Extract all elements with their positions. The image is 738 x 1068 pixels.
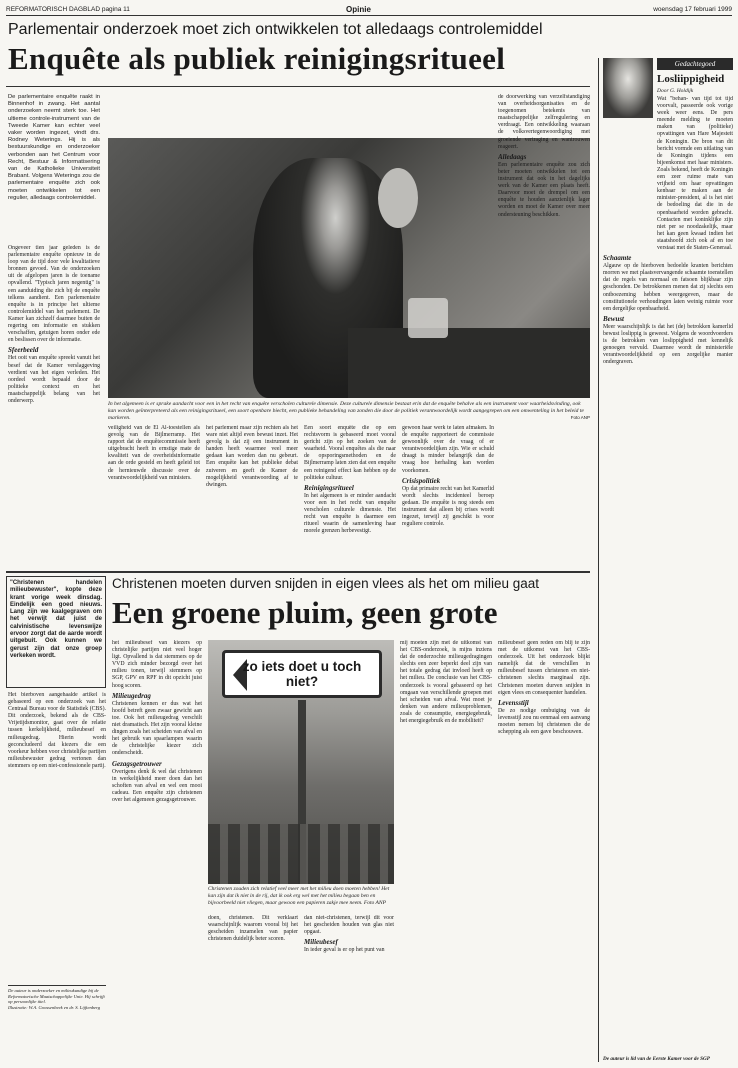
article1-column-4 [304, 425, 396, 565]
sidebar-column [598, 58, 732, 1062]
sidebar-banner: Gedachtegoed [657, 58, 733, 70]
sign-text: zo iets doet u toch niet? [242, 659, 362, 689]
subheading: Gezagsgetrouwer [112, 759, 162, 768]
photo-hand [378, 168, 418, 228]
article2-footnote [8, 985, 106, 1045]
col-text: Het bierboven aangehaalde artikel is gebaseerd op een onderzoek van het Centraal Bureau voor de Statistiek (CBS). Dit onderzoek, bekend als de CBS-Vrijetijdsmonitor, gaat over de relatie tussen kerkelijkheid, milieubesef en milieugedrag. Hierin wordt geconcludeerd dat kiezers die een voorkeur hebben voor christelijke partijen milieubewuster gedrag vertonen dan stemmers op een niet-confessionele partij. [8, 692, 106, 769]
masthead-date: woensdag 17 februari 1999 [653, 6, 732, 13]
col-text: dan niet-christenen, terwijl dit voor het gescheiden houden van glas niet opgaat. [304, 915, 394, 936]
subheading: Reinigingsritueel [304, 483, 354, 492]
article2-photo [208, 640, 394, 884]
col-text: Een soort enquête die op een rechtsvorm is gebaseerd moet vooral gericht zijn op het zoeken van de waarheid. Vooral enquêtes als die naar de opsporingsmethoden en de Bijlmerramp laten zien dat een enquête een reinigend effect kan hebben op de politieke cultuur. [304, 425, 396, 481]
footnote-authors: Illustratie: W.A. Goossenbeek en dr. S. Lijftenberg [8, 1004, 101, 1010]
col-text: het parlement maar zijn rechten als het ware niet altijd even bewust inzet. Het gevolg is dat zij een instrument in handen heeft waarmee veel meer gedaan kan worden dan nu gebeurt. Een enquête kan het publieke debat zuiveren en geeft de Kamer de mogelijkheid verantwoording af te dwingen. [206, 425, 298, 488]
article2-caption [208, 886, 396, 906]
col-text: Overigens denk ik wel dat christenen in werkelijkheid meer doen dan het schoften van afval en wel een mooi cadeau. Een enquête zijn christenen over het algemeen gezagsgetrouwer. [112, 768, 202, 803]
article2-column-3 [208, 915, 298, 1060]
col-text: Wat "behan- van tijd tot tijd voorvalt, passeerde ook vorige week weer eens. De pers meende melding te moeten maken van (politieke) opvattingen van Hare Majesteit de Koningin. De bron van dit bericht vormde een uitlating van de Koningin tijdens een bijeenkomst met haar ministers. Zoals bekend, heeft de Koningin een zeer ruime mate van vrijheid om haar opvattingen kenbaar te maken aan de minister-president, al is het niet de bedoeling dat die in de openbaarheid worden gebracht. Contacten met koninklijke zijn niet per se noodzakelijk, maar het kan geen kwaad indien het staatshoofd zich ook af en toe verstaat met de Staten-Generaal. [657, 96, 733, 251]
subheading: Crisispolitiek [402, 476, 441, 485]
col-text: In ieder geval is er op het punt van [304, 947, 385, 954]
col-text: Algauw op de hierboven bedoelde kranten berichten morren we met plaatsvervangende schaamte toenstellen dat de regels van normaal en fatsoen blijkbaar zijn geschonden. De betrokkenen menen dat zij slechts een ontboezeming hebben weergegeven, maar de constitutionele verhoudingen laten weinig ruimte voor een dergelijke openbaarheid. [603, 263, 733, 312]
col-text: Het ooit van enquête spreekt vanuit het besef dat de Kamer verslaggeving verdient van het eigen verleden. Het oordeel wordt bepaald door de politieke context en het maatschappelijk belang van het onderwerp. [8, 355, 100, 404]
subheading: Levensstijl [498, 698, 529, 707]
article1-column-3 [206, 425, 298, 565]
col-text: Op dat primaire recht van het Kamerlid wordt slechts incidenteel beroep gedaan. De enquête is nog steeds een instrument dat alleen bij crises wordt ingezet, terwijl zij geschikt is voor reguliere controle. [402, 485, 494, 528]
col-text: het milieubesef van kiezers op christelijke partijen niet veel hoger ligt. Opvallend is dat stemmers op de VVD zich minder bezorgd over het milieu tonen, terwijl stemmers op SGP, GPV en RPF in dit opzicht juist hoog scoren. [112, 640, 202, 689]
street-sign [222, 650, 382, 698]
subheading: Milieubesef [304, 938, 338, 947]
masthead [6, 4, 732, 16]
article1-column-2 [108, 425, 200, 565]
col-text: de doorwerking van verzelfstandiging van overheidsorganisaties en de toegenomen betekenis van maatschappelijke zelfregulering en verdraagt. Een ontwikkeling waaraan de volksvertegenwoordiging met groeiende vertraging en wantrouwen reageert. [498, 94, 590, 150]
col-text: Christenen kennen er dus wat het hoofd betreft geen zwaar gewicht aan toe. Ook het milieugedrag verschilt niet dramatisch. Het zijn vooral kleine dingen zoals het scheiden van afval en het gebruik van spaarlampen waarin de christelijke kiezer zich onderscheidt. [112, 700, 202, 757]
article1-kicker: Parlementair onderzoek moet zich ontwikkelen tot alledaags controlemiddel [8, 21, 543, 38]
article2-column-4 [304, 915, 394, 1060]
article2-column-6 [498, 640, 590, 1060]
article2-headline: Een groene pluim, geen grote [112, 595, 498, 630]
masthead-section: Opinie [346, 5, 371, 14]
article2-column-2 [112, 640, 202, 1060]
col-text: veiligheid van de El Al-toestellen als gevolg van de Bijlmerramp. Het rapport dat de enquêtecommissie heeft uitgebracht heeft in ernstige mate de kwaliteit van de overheidsinformatie aan de orde gesteld en heeft geleid tot de hernieuwde discussie over de verantwoordelijkheid van ministers. [108, 425, 200, 481]
col-text: milieubesef geen reden om blij te zijn met de uitkomst van het CBS-onderzoek. Uit het onderzoek blijkt namelijk dat de verschillen in milieubesef tussen christenen en niet-christenen slechts marginaal zijn. Christenen moeten durven snijden in eigen vlees en consequenter handelen. [498, 640, 590, 696]
photo-glass [408, 298, 448, 338]
article1-caption: In het algemeen is er sprake aandacht voor een in het recht van enquête verscholen culturele dimensie. Deze culturele dimensie bestaat erin dat de enquête behalve als een instrument voor waarheidsvinding, ook kan worden geïnterpreteerd als een reinigingsritueel, een soort openbare biecht, een publieke behandeling van zonden die door de politiek verantwoordelijk wordt aangegrepen om een omwenteling in het beleid te markeren. [108, 401, 584, 421]
article2-rule [6, 571, 590, 573]
subheading: Schaamte [603, 254, 632, 263]
col-text: mij moeten zijn met de uitkomst van het CBS-onderzoek, is mijns inziens dat de onderzochte milieugedragingen slechts een zeer beperkt deel zijn van het totale gedrag dat invloed heeft op het milieu. De conclusie van het CBS-onderzoek is vooral gebaseerd op het omgaan van verschillende groepen met het scheiden van afval. Wat moet je denken van andere milieuproblemen, zoals de consumptie, energiegebruik, het energiegebruik en de mobiliteit? [400, 640, 492, 725]
sidebar-title: Losliippigheid [657, 73, 725, 85]
subheading: Sfeerbeeld [8, 346, 39, 355]
subheading: Alledaags [498, 152, 527, 161]
col-text: In het algemeen is er minder aandacht voor een in het recht van enquête verscholen culturele dimensie. Het recht van enquête is daarmee een ritueel waarin de samenleving haar morele grenzen herbevestigt. [304, 492, 396, 535]
subheading: Milieugedrag [112, 691, 151, 700]
col-text: gewoon haar werk te laten afmaken. In de enquête rapporteert de commissie gewoonlijk over de vraag of er verantwoordelijken zijn. Wie er schuld draagt is minder belangrijk dan de vraag hoe herhaling kan worden voorkomen. [402, 425, 494, 474]
sidebar-author: Door G. Holdijk [657, 88, 694, 94]
article2-intro-box: "Christenen handelen milieubewuster", kopte deze krant vorige week dinsdag. Eindelijk een goed nieuws. Lang zijn we kaalgegraven om het verwijt dat juist de calvinistische levenswijze ervoor zorgt dat de aarde wordt uitgebuit. Ook kunnen we gerust zijn dat onze groep verkeken wordt. [6, 576, 106, 688]
article1-column-6 [498, 94, 590, 565]
masthead-paper-name: REFORMATORISCH DAGBLAD pagina 11 [6, 6, 130, 13]
sidebar-body [603, 96, 733, 1056]
article2-kicker: Christenen moeten durven snijden in eigen vlees als het om milieu gaat [112, 576, 539, 591]
col-text: Een parlementaire enquête zou zich beter moeten ontwikkelen tot een instrument dat ook in het dagelijks werk van de Kamer een plaats heeft. Daarvoor moet de drempel om een enquête te houden aanzienlijk lager worden en moet de Kamer over meer ondersteuning beschikken. [498, 161, 590, 218]
article1-column-1 [8, 245, 100, 565]
col-text: Meer waarschijnlijk is dat het (de) betrokken kamerlid bewust loslippig is geweest. Volgens de woordvoerders is de betrokken van loslippigheid met kennelijk genoegen vervuld. Daarmee wordt de ministeriële verantwoordelijkheid op een zorgelijke manier ondergraven. [603, 323, 733, 366]
sidebar-footnote: De auteur is lid van de Eerste Kamer voor de SGP [603, 1056, 710, 1062]
footnote-text: De auteur is onderzoeker en milieukundige bij de Reformatorische Maatschappelijke Unie. Hij schrijft op persoonlijke titel. [8, 988, 105, 1005]
article1-photo-credit: Foto ANP [570, 415, 590, 420]
caption-credit: Foto ANP [363, 899, 386, 906]
article1-headline: Enquête als publiek reinigingsritueel [8, 41, 506, 76]
col-text: De zo nodige ombuiging van de levensstijl zou nu eenmaal een aanvang moeten nemen bij christenen die de schepping als een gave beschouwen. [498, 707, 590, 736]
article1-column-5 [402, 425, 494, 565]
col-text: doen, christenen. Dit verklaart waarschijnlijk waarom vooral bij het gescheiden inzamelen van papier christenen duidelijk beter scoren. [208, 915, 298, 943]
article1-intro: De parlementaire enquête raakt in Binnenhof in zwang. Het aantal onderzoeken neemt sterk toe. Het ultieme controle-instrument van de Tweede Kamer kan echter veel vaker worden ingezet, vindt drs. Rodney Weterings. Hij is als bestuurskundige en onderzoeker verbonden aan het Centrum voor Recht, Bestuur & Informatisering van de Katholieke Universiteit Brabant. Volgens Weterings zou de parlementaire enquête zich ook moeten ontwikkelen tot een regulier, alledaags controlemiddel. [8, 94, 100, 201]
col-text: Ongeveer tien jaar geleden is de parlementaire enquête opnieuw in de loop van de tijd door vele kwalitatieve bronnen gevoed. Van de onderzoeken uit de afgelopen jaren is de toename opvallend. "Typisch jaren negentig" is een aanduiding die zich bij de enquête telkens aandient. Een parlementaire enquête is in principe het ultieme controlemiddel van het parlement. De Kamer kan zichzelf daarmee buiten de regering om informatie en stukken verschaffen, getuigen horen onder ede en beslissen over de informatie. [8, 245, 100, 344]
caption-text: Christenen zouden zich relatief veel meer met het milieu doen moeten hebben! Het kan zijn dat ik niet in de rij, dat ik ook erg wel met het milieu begaan ben en bijvoorbeeld niet vliegen, maar gewoon een papieren zakje mee neem. [208, 886, 390, 906]
subheading: Bewust [603, 314, 625, 323]
article2-column-5 [400, 640, 492, 1060]
photo-crowd [208, 824, 394, 884]
article1-rule [6, 86, 590, 87]
